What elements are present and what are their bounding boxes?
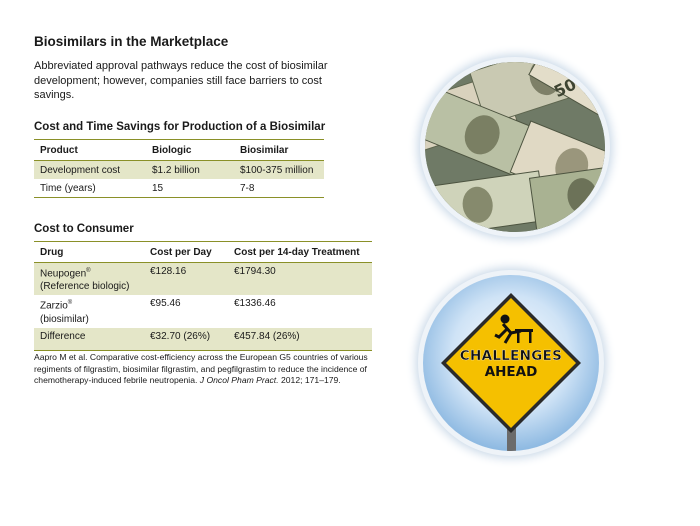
col-header: Drug: [40, 246, 64, 258]
table-cell: Difference: [40, 330, 86, 342]
citation-journal: J Oncol Pham Pract.: [199, 375, 279, 386]
citation-text: Aapro M et al. Comparative cost-efficiency across the European G5 countries of various regiments of filgrastim, biosimilar filgrastim, and pegfilgrastim to reduce the incidence of chemotherapy-induced febrile neutropenia.: [34, 352, 368, 386]
table-cell: Time (years): [40, 182, 96, 194]
col-header: Biologic: [152, 144, 192, 156]
col-header: Biosimilar: [240, 144, 289, 156]
table-cell: [34, 295, 144, 327]
table-cell: €95.46: [150, 298, 181, 310]
savings-table: [34, 139, 324, 198]
money-bills-icon: [425, 62, 605, 232]
warning-sign-photo: [423, 275, 599, 451]
bill-denomination: 50: [550, 74, 580, 102]
sign-line-2: AHEAD: [484, 364, 538, 380]
table-cell: $100-375 million: [240, 164, 314, 176]
citation-tail: 2012; 171–179.: [278, 375, 341, 386]
table-row: [34, 161, 324, 180]
registered-mark: ®: [67, 300, 73, 307]
table-cell: 15: [152, 182, 164, 194]
table-cell: Development cost: [40, 164, 121, 176]
savings-table-title: Cost and Time Savings for Production of a Biosimilar: [34, 121, 326, 133]
table-cell: €1794.30: [234, 266, 276, 277]
table-cell: €32.70 (26%): [150, 330, 211, 342]
table-row: [34, 295, 372, 327]
page-title: Biosimilars in the Marketplace: [34, 34, 229, 49]
money-bills-photo: [425, 62, 605, 232]
table-row: [34, 263, 372, 296]
table-header-row: [34, 242, 372, 263]
sign-line-1: CHALLENGES: [459, 348, 563, 364]
drug-note: (Reference biologic): [40, 281, 130, 293]
table-row: [34, 179, 324, 198]
table-cell: $1.2 billion: [152, 164, 200, 176]
col-header: Cost per 14-day Treatment: [234, 246, 360, 258]
drug-name: Zarzio: [40, 300, 68, 312]
table-cell: €1336.46: [234, 298, 276, 310]
table-cell: [34, 263, 144, 296]
table-cell: €128.16: [150, 266, 187, 277]
consumer-table: [34, 241, 372, 351]
col-header: Cost per Day: [150, 246, 212, 258]
citation: [34, 352, 379, 387]
consumer-table-title: Cost to Consumer: [34, 223, 134, 235]
table-row: [34, 328, 372, 351]
table-cell: 7-8: [240, 182, 255, 194]
table-header-row: [34, 140, 324, 161]
drug-name: Neupogen: [40, 268, 87, 280]
registered-mark: ®: [86, 268, 91, 274]
table-cell: €457.84 (26%): [234, 330, 300, 342]
col-header: Product: [40, 144, 78, 156]
drug-note: (biosimilar): [40, 313, 89, 325]
intro-text: Abbreviated approval pathways reduce the cost of biosimilar development; however, companies still face barriers to cost savings.: [34, 60, 328, 101]
